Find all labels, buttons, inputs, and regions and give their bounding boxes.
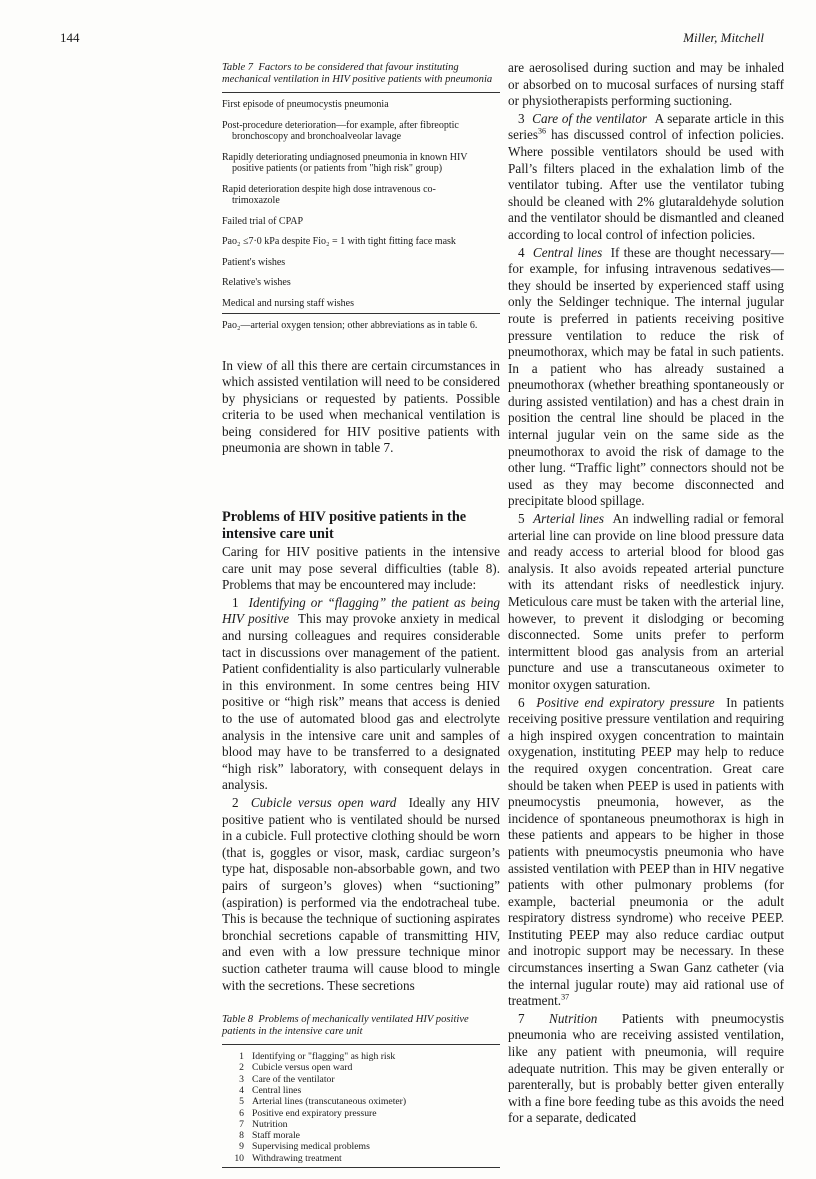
row-number: 7: [239, 1118, 244, 1130]
item-text: An indwelling radial or femoral arterial line can provide on line blood pressure data and ready access to arterial blood for blood gas analysis. It also avoids repeated arterial puncture with its attendant risks of needlestick injury. Meticulous care must be taken with the arterial line, however, to prevent it dislodging or becoming disconnected. Some units prefer to perform intermittent blood gas analysis from an arterial puncture and use a transcutaneous oximeter to monitor oxygen saturation.: [508, 511, 785, 692]
item-text: A separate article in this series: [508, 110, 785, 143]
table-cell: Rapid deterioration despite high dose intravenous co-: [222, 183, 436, 195]
table-cell: Pao₂ ≤7·0 kPa despite Fio₂ = 1 with tight fitting face mask: [222, 236, 456, 247]
item-number: 2: [232, 794, 239, 810]
item-text: This may provoke anxiety in medical and nursing colleagues and requires considerable tact in discussions over management of the patient. Patient confidentiality is also particularly vulnerable in this environment. In some centres being HIV positive or “high risk” means that access is denied to the use of automated blood gas and electrolyte analysis in the intensive care unit and samples of blood may have to be transferred to a designated “high risk” laboratory, with consequent delays in analysis.: [222, 611, 500, 793]
table-cell: Central lines: [252, 1084, 302, 1096]
table-row: [222, 1108, 500, 1119]
item-number: 4: [518, 244, 525, 260]
item-title: Care of the ventilator: [532, 110, 648, 126]
item-text: If these are thought necessary—for example, for infusing intravenous sedatives—they should be inserted by experienced staff using only the Seldinger technique. The internal jugular route is preferred in patients receiving positive pressure ventilation to reduce the risk of pneumothorax, which may be fatal in such patients. In a patient who has already sustained a pneumothorax (whether breathing spontaneously or during assisted ventilation) and has a chest drain in position the central line should be placed in the internal jugular vein on the same side as the pneumothorax to avoid the risk of damage to the other lung. “Traffic light” connectors should not be used as they may become disconnected and precipitate blood spillage.: [508, 244, 784, 509]
table-row: [222, 1130, 500, 1141]
table-7-caption-text: Factors to be considered that favour instituting mechanical ventilation in HIV positive patients with pneumonia: [222, 62, 493, 85]
numbered-item: [508, 695, 784, 1010]
table-row: [222, 1051, 500, 1062]
running-title: Miller, Mitchell: [683, 30, 764, 45]
table-row: [222, 1141, 500, 1152]
item-title: Nutrition: [549, 1010, 598, 1026]
table-row: [222, 184, 500, 207]
right-column: [508, 60, 784, 1127]
item-text: Patients with pneumocystis pneumonia who are receiving assisted ventilation, like any patient with pneumonia, will require adequate nutrition. This may be given enterally or parenterally, but is probably better given enterally with a fine bore feeding tube as this avoids the need for a separate, dedicated: [508, 1010, 785, 1126]
table-7-number: Table 7: [222, 62, 254, 73]
table-row: [222, 277, 500, 289]
table-cell: Post-procedure deterioration—for example, after fibreoptic: [222, 119, 459, 131]
row-number: 10: [234, 1152, 244, 1164]
item-title: Central lines: [532, 244, 603, 260]
table-row: [222, 236, 500, 248]
table-cell: Arterial lines (transcutaneous oximeter): [252, 1096, 407, 1108]
table-cell: bronchoscopy and bronchoalveolar lavage: [232, 131, 402, 142]
item-number: 5: [518, 511, 525, 527]
left-column: [222, 60, 500, 1168]
row-number: 8: [239, 1130, 244, 1142]
item-number: 6: [518, 694, 525, 710]
table-rule: [222, 92, 500, 93]
table-row: [222, 1062, 500, 1073]
table-row: [222, 99, 500, 111]
item-title: Arterial lines: [533, 511, 605, 527]
item-text: Ideally any HIV positive patient who is ventilated should be nursed in a cubicle. Full protective clothing should be worn (that is, goggles or visor, mask, cardiac surgeon’s type hat, disposable non-absorbable gown, and two pairs of surgeon’s gloves) when “suctioning” (aspiration) is performed via the endotracheal tube. This is because the technique of suctioning aspirates bronchial secretions capable of transmitting HIV, and even with a low pressure technique minor suction catheter trauma will cause blood to mingle with the secretions. These secretions: [222, 794, 500, 993]
reference-superscript: 36: [538, 126, 547, 136]
table-cell: Identifying or "flagging" as high risk: [252, 1051, 396, 1063]
table-8-caption: [222, 1014, 500, 1038]
table-cell: Rapidly deteriorating undiagnosed pneumonia in known HIV: [222, 151, 468, 163]
numbered-item: [508, 511, 784, 694]
table-rule: [222, 1167, 500, 1168]
reference-superscript: 37: [561, 992, 570, 1002]
table-8-caption-text: Problems of mechanically ventilated HIV positive patients in the intensive care unit: [222, 1014, 469, 1038]
intro-paragraph: In view of all this there are certain circumstances in which assisted ventilation will need to be considered by physicians or requested by patients. Possible criteria to be used when mechanical ventilation is being considered for HIV positive patients with pneumonia are shown in table 7.: [222, 357, 500, 456]
table-row: [222, 1119, 500, 1130]
row-number: 3: [239, 1073, 244, 1085]
table-cell: positive patients (or patients from "high risk" group): [232, 163, 443, 174]
table-row: [222, 152, 500, 175]
page-number: 144: [60, 30, 80, 45]
table-row: [222, 1153, 500, 1164]
table-7: [222, 62, 500, 332]
table-cell: Nutrition: [252, 1118, 288, 1130]
table-row: [222, 298, 500, 310]
table-row: [222, 1096, 500, 1107]
table-cell: Withdrawing treatment: [252, 1152, 342, 1164]
table-cell: First episode of pneumocystis pneumonia: [222, 99, 389, 110]
item-title: Cubicle versus open ward: [250, 794, 397, 810]
table-row: [222, 120, 500, 143]
table-cell: Relative's wishes: [222, 277, 291, 288]
item-text: has discussed control of infection policies. Where possible ventilators should be used with Pall’s filters placed in the exhalation limb of the ventilator tubing. After use the ventilator tubing should be cleaned with 2% glutaraldehyde solution and the ventilator should be dismantled and cleaned according to local control of infection policies.: [508, 127, 784, 242]
row-number: 5: [239, 1096, 244, 1108]
row-number: 2: [239, 1062, 244, 1074]
table-row: [222, 257, 500, 269]
table-8-number: Table 8: [222, 1014, 254, 1026]
table-cell: Care of the ventilator: [252, 1073, 335, 1085]
item-title: Identifying or “flagging” the patient as being HIV positive: [222, 594, 501, 627]
numbered-item: [508, 245, 784, 511]
row-number: 1: [239, 1051, 244, 1063]
table-cell: Cubicle versus open ward: [252, 1062, 353, 1074]
numbered-item: [508, 111, 784, 244]
row-number: 9: [239, 1141, 244, 1153]
item-number: 7: [518, 1010, 525, 1026]
table-cell: Staff morale: [252, 1130, 300, 1142]
table-cell: Patient's wishes: [222, 256, 286, 268]
row-number: 4: [239, 1084, 244, 1096]
item-text: In patients receiving positive pressure ventilation and requiring a high inspired oxygen concentration to maintain oxygenation, instituting PEEP may help to reduce the required oxygen concentration. Great care should be taken when PEEP is used in patients with pneumocystis pneumonia, however, as the incidence of spontaneous pneumothorax is high in these patients and appears to be higher in those patients with pneumocystis pneumonia who have assisted ventilation with PEEP than in HIV negative patients with other pulmonary problems (for example, bacterial pneumonia or the adult respiratory distress syndrome) who receive PEEP. Instituting PEEP may also reduce cardiac output and inotropic support may be necessary. In these circumstances inserting a Swan Ganz catheter (via the internal jugular route) may aid rational use of treatment.: [508, 694, 784, 1009]
table-8-rows: [222, 1051, 500, 1164]
table-row: [222, 1085, 500, 1096]
table-cell: Supervising medical problems: [252, 1141, 370, 1153]
table-rule: [222, 313, 500, 314]
table-7-footnote: Pao₂—arterial oxygen tension; other abbreviations as in table 6.: [222, 320, 478, 331]
item-number: 1: [232, 594, 239, 610]
table-rule: [222, 1044, 500, 1045]
table-7-rows: [222, 99, 500, 309]
table-cell: Positive end expiratory pressure: [252, 1107, 377, 1119]
table-cell: trimoxazole: [232, 195, 280, 206]
item-number: 3: [518, 110, 525, 126]
table-cell: Medical and nursing staff wishes: [222, 297, 355, 309]
row-number: 6: [239, 1107, 244, 1119]
table-row: [222, 216, 500, 228]
paragraph: are aerosolised during suction and may be inhaled or absorbed on to mucosal surfaces of nursing staff or physiotherapists performing suctioning.: [508, 60, 784, 109]
numbered-item: [222, 795, 500, 994]
table-row: [222, 1074, 500, 1085]
section-heading: Problems of HIV positive patients in the intensive care unit: [222, 509, 467, 543]
paragraph: Caring for HIV positive patients in the intensive care unit may pose several difficulties (table 8). Problems that may be encountered may include:: [222, 544, 500, 593]
table-cell: Failed trial of CPAP: [222, 215, 304, 227]
item-title: Positive end expiratory pressure: [536, 694, 715, 710]
table-7-caption: [222, 62, 500, 86]
numbered-item: [508, 1011, 784, 1127]
numbered-item: [222, 595, 500, 794]
table-8: [222, 1014, 500, 1168]
